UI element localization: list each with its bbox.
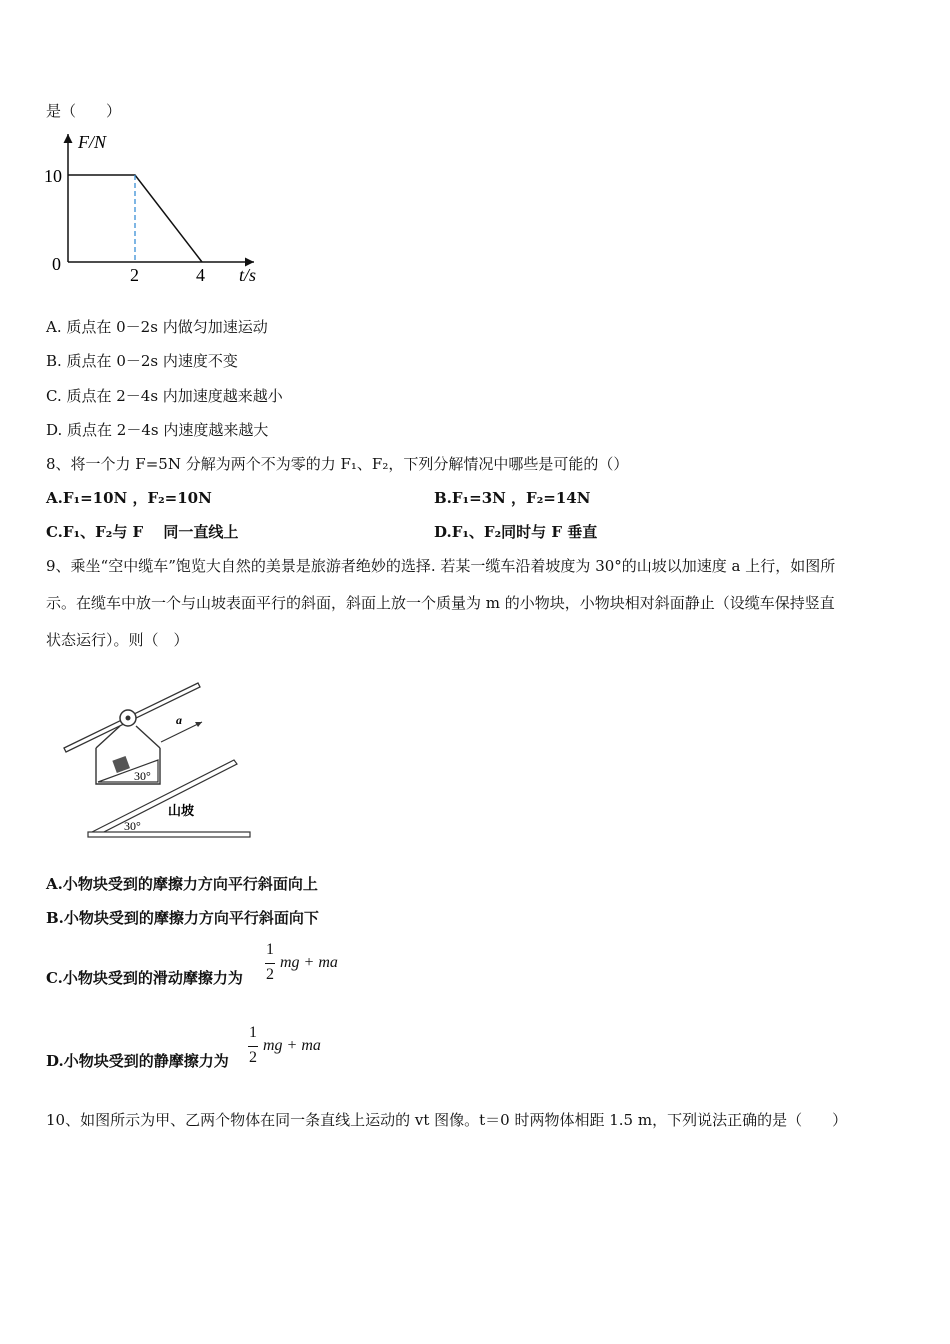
formula-numerator: 1	[266, 941, 274, 958]
q9-option-a[interactable]: A.小物块受到的摩擦力方向平行斜面向上	[46, 875, 318, 893]
q7-force-time-graph	[40, 128, 270, 288]
q7-stem-tail: 是（ ）	[46, 102, 122, 120]
q9-stem-line-2: 示。在缆车中放一个与山坡表面平行的斜面，斜面上放一个质量为 m 的小物块，小物块相对斜面静止（设缆车保持竖直	[46, 594, 835, 612]
incline-angle-label: 30°	[134, 769, 151, 783]
pulley-hub	[126, 716, 131, 721]
formula-denominator: 2	[249, 1049, 257, 1066]
x-axis-label: t/s	[239, 265, 257, 285]
q7-option-a[interactable]: A. 质点在 0－2s 内做匀加速运动	[46, 318, 268, 336]
q7-option-b[interactable]: B. 质点在 0－2s 内速度不变	[46, 352, 238, 370]
accel-label: a	[176, 713, 182, 727]
q9-option-d-formula	[248, 1024, 338, 1072]
small-block	[112, 756, 130, 773]
q9-cable-car-figure	[56, 672, 266, 847]
x-tick-4: 4	[196, 265, 205, 285]
q9-option-b[interactable]: B.小物块受到的摩擦力方向平行斜面向下	[46, 909, 319, 927]
formula-denominator: 2	[266, 966, 274, 983]
q8-option-d[interactable]: D.F₁、F₂同时与 F 垂直	[434, 523, 598, 541]
q9-stem-line-1: 9、乘坐“空中缆车”饱览大自然的美景是旅游者绝妙的选择. 若某一缆车沿着坡度为 30°的山坡以加速度 a 上行，如图所	[46, 557, 836, 575]
hanger-right	[136, 726, 160, 748]
slope-surface	[92, 760, 237, 836]
formula-tail: mg + ma	[280, 954, 338, 971]
slope-angle-label: 30°	[124, 819, 141, 833]
q7-option-c[interactable]: C. 质点在 2－4s 内加速度越来越小	[46, 387, 283, 405]
q9-option-c[interactable]: C.小物块受到的滑动摩擦力为	[46, 969, 243, 987]
q8-option-c[interactable]: C.F₁、F₂与 F 同一直线上	[46, 523, 239, 541]
q9-option-d[interactable]: D.小物块受到的静摩擦力为	[46, 1052, 229, 1070]
formula-fraction-bar	[248, 1046, 258, 1047]
q9-option-c-formula	[265, 941, 355, 989]
q8-stem: 8、将一个力 F=5N 分解为两个不为零的力 F₁、F₂，下列分解情况中哪些是可能的（）	[46, 455, 629, 473]
ground	[88, 832, 250, 837]
formula-numerator: 1	[249, 1024, 257, 1041]
y-axis-label: F/N	[78, 132, 107, 152]
slope-label: 山坡	[168, 803, 195, 818]
q8-option-a[interactable]: A.F₁=10N ，F₂=10N	[46, 489, 212, 507]
q8-option-b[interactable]: B.F₁=3N ，F₂=14N	[434, 489, 591, 507]
formula-tail: mg + ma	[263, 1037, 321, 1054]
y-tick-10: 10	[44, 166, 62, 186]
q10-stem: 10、如图所示为甲、乙两个物体在同一条直线上运动的 vt 图像。t＝0 时两物体相距 1.5 m，下列说法正确的是（ ）	[46, 1111, 848, 1129]
formula-fraction-bar	[265, 963, 275, 964]
x-tick-2: 2	[130, 265, 139, 285]
q7-option-d[interactable]: D. 质点在 2－4s 内速度越来越大	[46, 421, 269, 439]
origin-label: 0	[52, 254, 61, 274]
q9-stem-line-3: 状态运行）。则（ ）	[46, 631, 189, 649]
